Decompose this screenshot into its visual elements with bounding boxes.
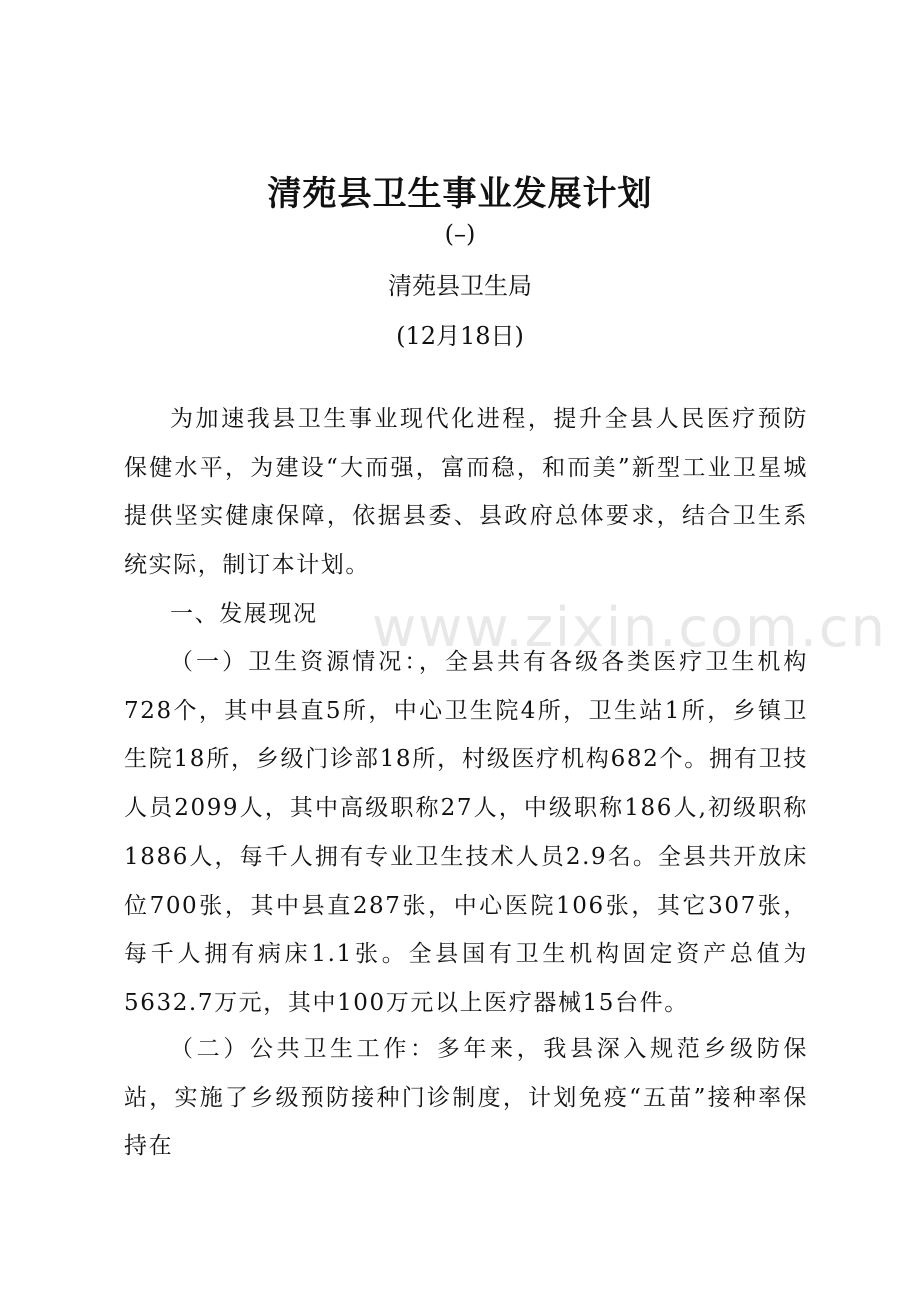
intro-paragraph: 为加速我县卫生事业现代化进程，提升全县人民医疗预防保健水平，为建设“大而强，富而稳，和而美”新型工业卫星城提供坚实健康保障，依据县委、县政府总体要求，结合卫生系统实际，制订本计划。	[124, 406, 808, 579]
section-heading: 一、发展现况	[170, 601, 318, 627]
public-health-paragraph: （二）公共卫生工作：多年来，我县深入规范乡级防保站，实施了乡级预防接种门诊制度，计划免疫“五苗”接种率保持在	[124, 1036, 808, 1160]
document-part-number: (–)	[444, 220, 476, 248]
document-author: 清苑县卫生局	[388, 272, 532, 300]
section-heading-block	[124, 590, 808, 639]
document-date: (12月18日)	[396, 322, 524, 350]
watermark: www.zixin.com.cn	[372, 596, 887, 659]
resources-paragraph: （一）卫生资源情况：，全县共有各级各类医疗卫生机构728个，其中县直5所，中心卫生院4所，卫生站1所，乡镇卫生院18所，乡级门诊部18所，村级医疗机构682个。拥有卫技人员2099人，其中高级职称27人，中级职称186人,初级职称1886人，每千人拥有专业卫生技术人员2.9名。全县共开放床位700张，其中县直287张，中心医院106张，其它307张，每千人拥有病床1.1张。全县国有卫生机构固定资产总值为5632.7万元，其中100万元以上医疗器械15台件。	[124, 649, 808, 1016]
document-title: 清苑县卫生事业发展计划	[267, 174, 653, 214]
resources-paragraph-block	[124, 638, 808, 1028]
public-health-paragraph-block	[124, 1025, 808, 1171]
intro-paragraph-block	[124, 395, 808, 590]
